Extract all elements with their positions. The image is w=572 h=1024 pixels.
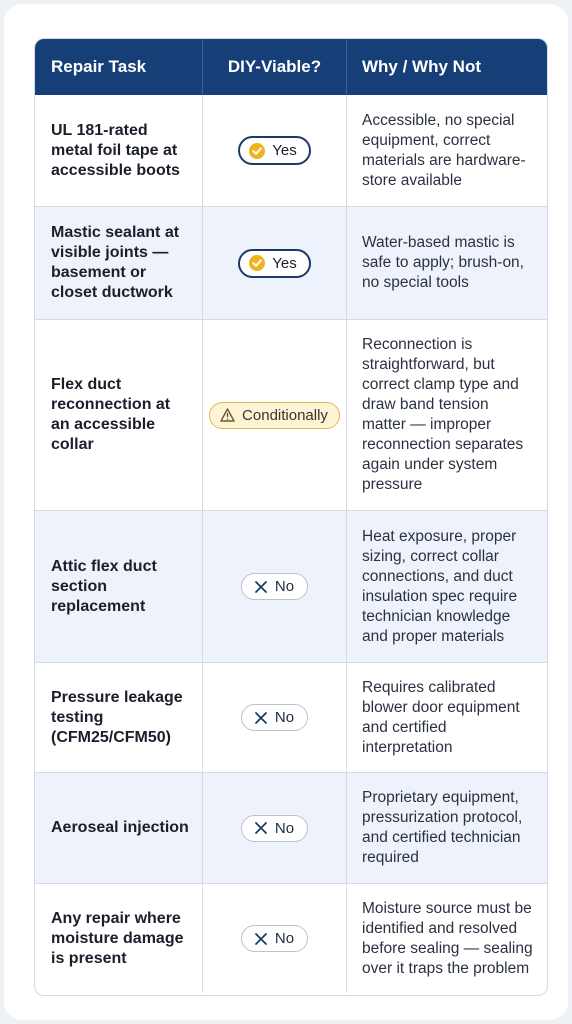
status-label: No xyxy=(274,930,295,947)
diy-viability-table xyxy=(34,38,548,996)
table-row xyxy=(35,95,547,207)
status-label: No xyxy=(274,578,295,595)
check-circle-icon xyxy=(249,143,265,159)
status-label: Yes xyxy=(272,142,297,159)
table-row xyxy=(35,207,547,320)
why-text: Moisture source must be identified and resolved before sealing — sealing over it traps the problem xyxy=(362,899,533,977)
table-header-row xyxy=(35,39,547,95)
card xyxy=(4,4,568,1020)
status-badge-no xyxy=(241,704,308,731)
why-text: Requires calibrated blower door equipment and certified interpretation xyxy=(362,678,520,756)
status-label: Yes xyxy=(272,254,297,272)
repair-task: Aeroseal injection xyxy=(51,819,189,836)
why-text: Accessible, no special equipment, correct materials are hardware-store available xyxy=(362,111,526,189)
status-label: Conditionally xyxy=(242,406,328,424)
status-badge-yes xyxy=(238,249,310,278)
x-icon xyxy=(254,580,268,594)
header-diy-viable: DIY-Viable? xyxy=(203,39,347,95)
table-row xyxy=(35,320,547,511)
x-icon xyxy=(254,821,268,835)
status-badge-no xyxy=(241,925,308,952)
status-badge-conditional xyxy=(209,402,340,429)
warning-triangle-icon xyxy=(220,408,235,422)
repair-task: Pressure leakage testing (CFM25/CFM50) xyxy=(51,688,183,746)
table-row xyxy=(35,773,547,884)
table-row xyxy=(35,884,547,993)
why-text: Reconnection is straightforward, but correct clamp type and draw band tension matter — improper reconnection separates again under system pressure xyxy=(362,336,524,493)
status-label: No xyxy=(274,819,295,837)
status-badge-yes xyxy=(238,136,310,165)
why-text: Water-based mastic is safe to apply; brush-on, no special tools xyxy=(362,234,524,291)
repair-task: Any repair where moisture damage is present xyxy=(51,909,184,967)
status-badge-no xyxy=(241,573,308,600)
x-icon xyxy=(254,932,268,946)
why-text: Proprietary equipment, pressurization protocol, and certified technician required xyxy=(362,789,523,866)
status-label: No xyxy=(274,709,295,726)
table-row xyxy=(35,511,547,663)
repair-task: Attic flex duct section replacement xyxy=(51,557,157,615)
check-circle-icon xyxy=(249,255,265,271)
repair-task: UL 181-rated metal foil tape at accessible boots xyxy=(51,121,180,179)
header-why: Why / Why Not xyxy=(362,57,481,76)
table-row xyxy=(35,663,547,773)
status-badge-no xyxy=(241,815,308,842)
x-icon xyxy=(254,711,268,725)
repair-task: Flex duct reconnection at an accessible collar xyxy=(51,376,171,453)
why-text: Heat exposure, proper sizing, correct collar connections, and duct insulation spec require technician knowledge and proper materials xyxy=(362,527,518,645)
header-repair-task: Repair Task xyxy=(35,39,203,95)
repair-task: Mastic sealant at visible joints — basement or closet ductwork xyxy=(51,224,180,301)
